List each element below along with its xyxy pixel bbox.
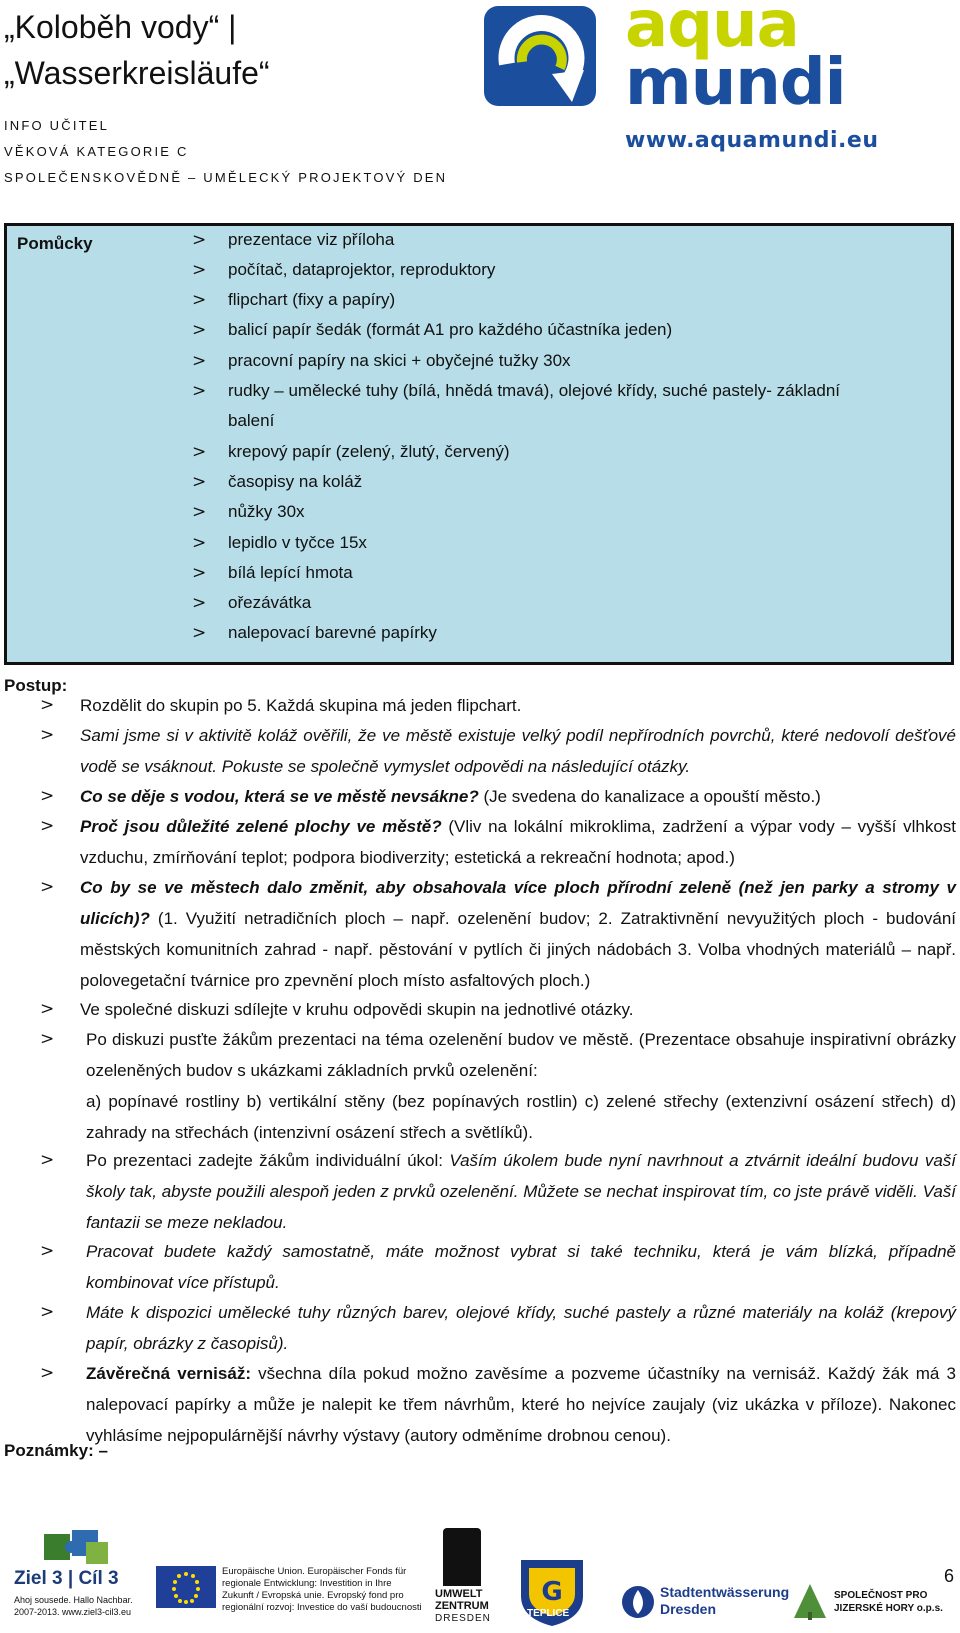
step-5: > Co by se ve městech dalo změnit, aby obsahovala více ploch přírodní zeleně (než jen parky a stromy v ulicích)? (1. Využití netradičních ploch – např. ozelenění budov; 2. Zatraktivnění nevyužitých ploch - budování městských komunitních zahrad - např. pěstování v pytlích či jiných nádobách 3. Volba vhodných materiálů – např. polovegetační tvárnice pro zpevnění ploch místo asfaltových ploch.) bbox=[40, 872, 956, 996]
bullet-icon: > bbox=[40, 1241, 55, 1261]
tool-item-label: rudky – umělecké tuhy (bílá, hnědá tmavá), olejové křídy, suché pastely- základní bbox=[228, 381, 840, 400]
notes-label: Poznámky: – bbox=[4, 1441, 108, 1460]
footer-logos bbox=[0, 1528, 960, 1629]
tool-item-label: pracovní papíry na skici + obyčejné tužky 30x bbox=[228, 351, 571, 370]
ziel3-name: Ziel 3 | Cíl 3 bbox=[14, 1568, 119, 1589]
bullet-icon: > bbox=[192, 260, 207, 280]
step-1: > Rozdělit do skupin po 5. Každá skupina má jeden flipchart. bbox=[40, 690, 956, 721]
water-cycle-icon bbox=[482, 4, 602, 114]
tool-item bbox=[192, 496, 305, 528]
tool-item-label: lepidlo v tyčce 15x bbox=[228, 533, 367, 552]
umwelt-text-2: ZENTRUM bbox=[435, 1600, 489, 1612]
tool-item-label: flipchart (fixy a papíry) bbox=[228, 290, 396, 309]
bullet-icon: > bbox=[40, 816, 55, 836]
bullet-icon: > bbox=[40, 725, 55, 745]
ziel3-years: 2007-2013. www.ziel3-cil3.eu bbox=[14, 1607, 132, 1617]
bullet-icon: > bbox=[40, 1302, 55, 1322]
procedure-label: Postup: bbox=[4, 676, 68, 695]
tool-item-label: prezentace viz příloha bbox=[228, 230, 395, 249]
tool-item bbox=[192, 224, 394, 256]
bullet-icon: > bbox=[192, 290, 207, 310]
bullet-icon: > bbox=[192, 593, 207, 613]
step-2: > Sami jsme si v aktivitě koláž ověřili, že ve městě existuje velký podíl nepřírodních povrchů, které nedovolí dešťové vodě se vsáknout. Pokuste se společně vymyslet odpovědi na následující otázky. bbox=[40, 720, 956, 782]
tool-item bbox=[192, 587, 311, 619]
bullet-icon: > bbox=[40, 1150, 55, 1170]
tool-item-label: počítač, dataprojektor, reproduktory bbox=[228, 260, 496, 279]
bullet-icon: > bbox=[192, 623, 207, 643]
bullet-icon: > bbox=[192, 563, 207, 583]
meta-info: INFO UČITEL bbox=[4, 118, 110, 133]
bullet-icon: > bbox=[192, 230, 207, 250]
step-7: > Po diskuzi pusťte žákům prezentaci na téma ozelenění budov ve městě. (Prezentace obsahuje inspirativní obrázky ozeleněných budov s ukázkami základních prvků ozelenění: a) popínavé rostliny b) vertikální stěny (bez popínavých rostlin) c) zelené střechy (extenzivní osázení střech) d) zahrady na střechách (intenzivní osázení střech a světlíků). bbox=[40, 1024, 956, 1148]
tool-item-label: bílá lepící hmota bbox=[228, 563, 353, 582]
tool-item-label: ořezávátka bbox=[228, 593, 312, 612]
tool-item-label: krepový papír (zelený, žlutý, červený) bbox=[228, 442, 510, 461]
tool-item bbox=[192, 254, 495, 286]
tool-item bbox=[192, 557, 353, 589]
umwelt-text-1: UMWELT bbox=[435, 1588, 483, 1600]
step-6: > Ve společné diskuzi sdílejte v kruhu odpovědi skupin na jednotlivé otázky. bbox=[40, 994, 956, 1025]
bullet-icon: > bbox=[40, 1363, 55, 1383]
eu-text-3: Zukunft / Evropská unie. Evropský fond pro bbox=[222, 1590, 404, 1601]
aquamundi-logo bbox=[500, 0, 960, 165]
umwelt-mark-icon bbox=[443, 1528, 481, 1586]
tool-item-label: nalepovací barevné papírky bbox=[228, 623, 437, 642]
tool-item bbox=[192, 617, 437, 649]
tool-item bbox=[192, 436, 510, 468]
stadt-text-1: Stadtentwässerung bbox=[660, 1584, 790, 1600]
tool-item bbox=[192, 466, 362, 498]
umwelt-zentrum-logo bbox=[435, 1528, 491, 1628]
puzzle-icon bbox=[42, 1528, 112, 1566]
logo-url: www.aquamundi.eu bbox=[625, 128, 879, 153]
tools-label: Pomůcky bbox=[17, 234, 93, 253]
title-line-2: „Wasserkreisläufe“ bbox=[4, 55, 270, 91]
tool-item-label: balení bbox=[228, 411, 275, 430]
tree-icon bbox=[790, 1582, 830, 1622]
eu-flag-icon bbox=[156, 1566, 216, 1608]
bullet-icon: > bbox=[192, 502, 207, 522]
umwelt-text-3: DRESDEN bbox=[435, 1613, 491, 1624]
eu-text-1: Europäische Union. Europäischer Fonds für bbox=[222, 1566, 407, 1577]
logo-word-aqua: aqua bbox=[625, 0, 799, 62]
tool-item bbox=[192, 527, 367, 559]
teplice-name: TEPLICE bbox=[527, 1608, 570, 1619]
ziel3-logo bbox=[14, 1528, 133, 1628]
step-9: > Pracovat budete každý samostatně, máte možnost vybrat si také techniku, která je vám blízká, případně kombinovat více přístupů. bbox=[40, 1236, 956, 1298]
tool-item-label: balicí papír šedák (formát A1 pro každého účastníka jeden) bbox=[228, 320, 673, 339]
teplice-logo bbox=[515, 1556, 589, 1628]
tool-item-label: nůžky 30x bbox=[228, 502, 305, 521]
bullet-icon: > bbox=[40, 877, 55, 897]
title-line-1: „Koloběh vody“ | bbox=[4, 9, 237, 45]
page-number: 6 bbox=[943, 1566, 954, 1586]
bullet-icon: > bbox=[40, 786, 55, 806]
bullet-icon: > bbox=[40, 999, 55, 1019]
bullet-icon: > bbox=[192, 442, 207, 462]
ziel3-slogan: Ahoj sousede. Hallo Nachbar. bbox=[14, 1595, 133, 1605]
logo-word-mundi: mundi bbox=[625, 46, 846, 120]
spol-text-2: JIZERSKÉ HORY o.p.s. bbox=[834, 1603, 943, 1614]
step-10: > Máte k dispozici umělecké tuhy různých barev, olejové křídy, suché pastely a různé materiály na koláž (krepový papír, obrázky z časopisů). bbox=[40, 1297, 956, 1359]
tool-item bbox=[192, 345, 571, 377]
logo-wordmark bbox=[625, 0, 846, 120]
tool-item-label: časopisy na koláž bbox=[228, 472, 363, 491]
step-4: > Proč jsou důležité zelené plochy ve městě? (Vliv na lokální mikroklima, zadržení a výpar vody – vyšší vlhkost vzduchu, zmírňování teplot; podpora biodiverzity; estetická a rekreační hodnota; apod.) bbox=[40, 811, 956, 873]
drop-icon bbox=[620, 1584, 656, 1620]
step-3: > Co se děje s vodou, která se ve městě nevsákne? (Je svedena do kanalizace a opouští město.) bbox=[40, 781, 956, 812]
tool-item bbox=[192, 375, 840, 407]
eu-text-2: regionale Entwicklung: Investition in Ihre bbox=[222, 1578, 392, 1589]
tool-item bbox=[192, 284, 395, 316]
tool-item bbox=[192, 314, 672, 346]
spol-text-1: SPOLEČNOST PRO bbox=[834, 1590, 928, 1601]
bullet-icon: > bbox=[192, 320, 207, 340]
tool-item bbox=[192, 405, 274, 436]
bullet-icon: > bbox=[40, 695, 55, 715]
meta-age-category: VĚKOVÁ KATEGORIE C bbox=[4, 144, 189, 159]
eu-logo bbox=[156, 1566, 422, 1626]
bullet-icon: > bbox=[192, 351, 207, 371]
bullet-icon: > bbox=[192, 472, 207, 492]
stadtentwaesserung-logo bbox=[620, 1584, 790, 1624]
step-8: > Po prezentaci zadejte žákům individuální úkol: Vaším úkolem bude nyní navrhnout a ztvárnit ideální budovu vaší školy tak, abyste použili alespoň jeden z prvků ozelenění. Můžete se nechat inspirovat tím, co jste právě viděli. Vaší fantazii se meze nekladou. bbox=[40, 1145, 956, 1238]
bullet-icon: > bbox=[192, 533, 207, 553]
svg-text:G: G bbox=[541, 1577, 563, 1607]
stadt-text-2: Dresden bbox=[660, 1601, 717, 1617]
document-title bbox=[4, 4, 270, 96]
bullet-icon: > bbox=[40, 1029, 55, 1049]
jizerske-hory-logo bbox=[790, 1582, 943, 1628]
meta-project-type: SPOLEČENSKOVĚDNĚ – UMĚLECKÝ PROJEKTOVÝ DEN bbox=[4, 170, 448, 185]
eu-text-4: regionální rozvoj: Investice do vaší budoucnosti bbox=[222, 1602, 422, 1613]
bullet-icon: > bbox=[192, 381, 207, 401]
step-11: > Závěrečná vernisáž: všechna díla pokud možno zavěsíme a pozveme účastníky na vernisáž. Každý žák má 3 nalepovací papírky a může je nalepit ke třem návrhům, které ho nejvíce zaujaly (viz ukázka v příloze). Nakonec vyhlásíme nejpopulárnější návrhy výstavy (autory odměníme drobnou cenou). bbox=[40, 1358, 956, 1451]
